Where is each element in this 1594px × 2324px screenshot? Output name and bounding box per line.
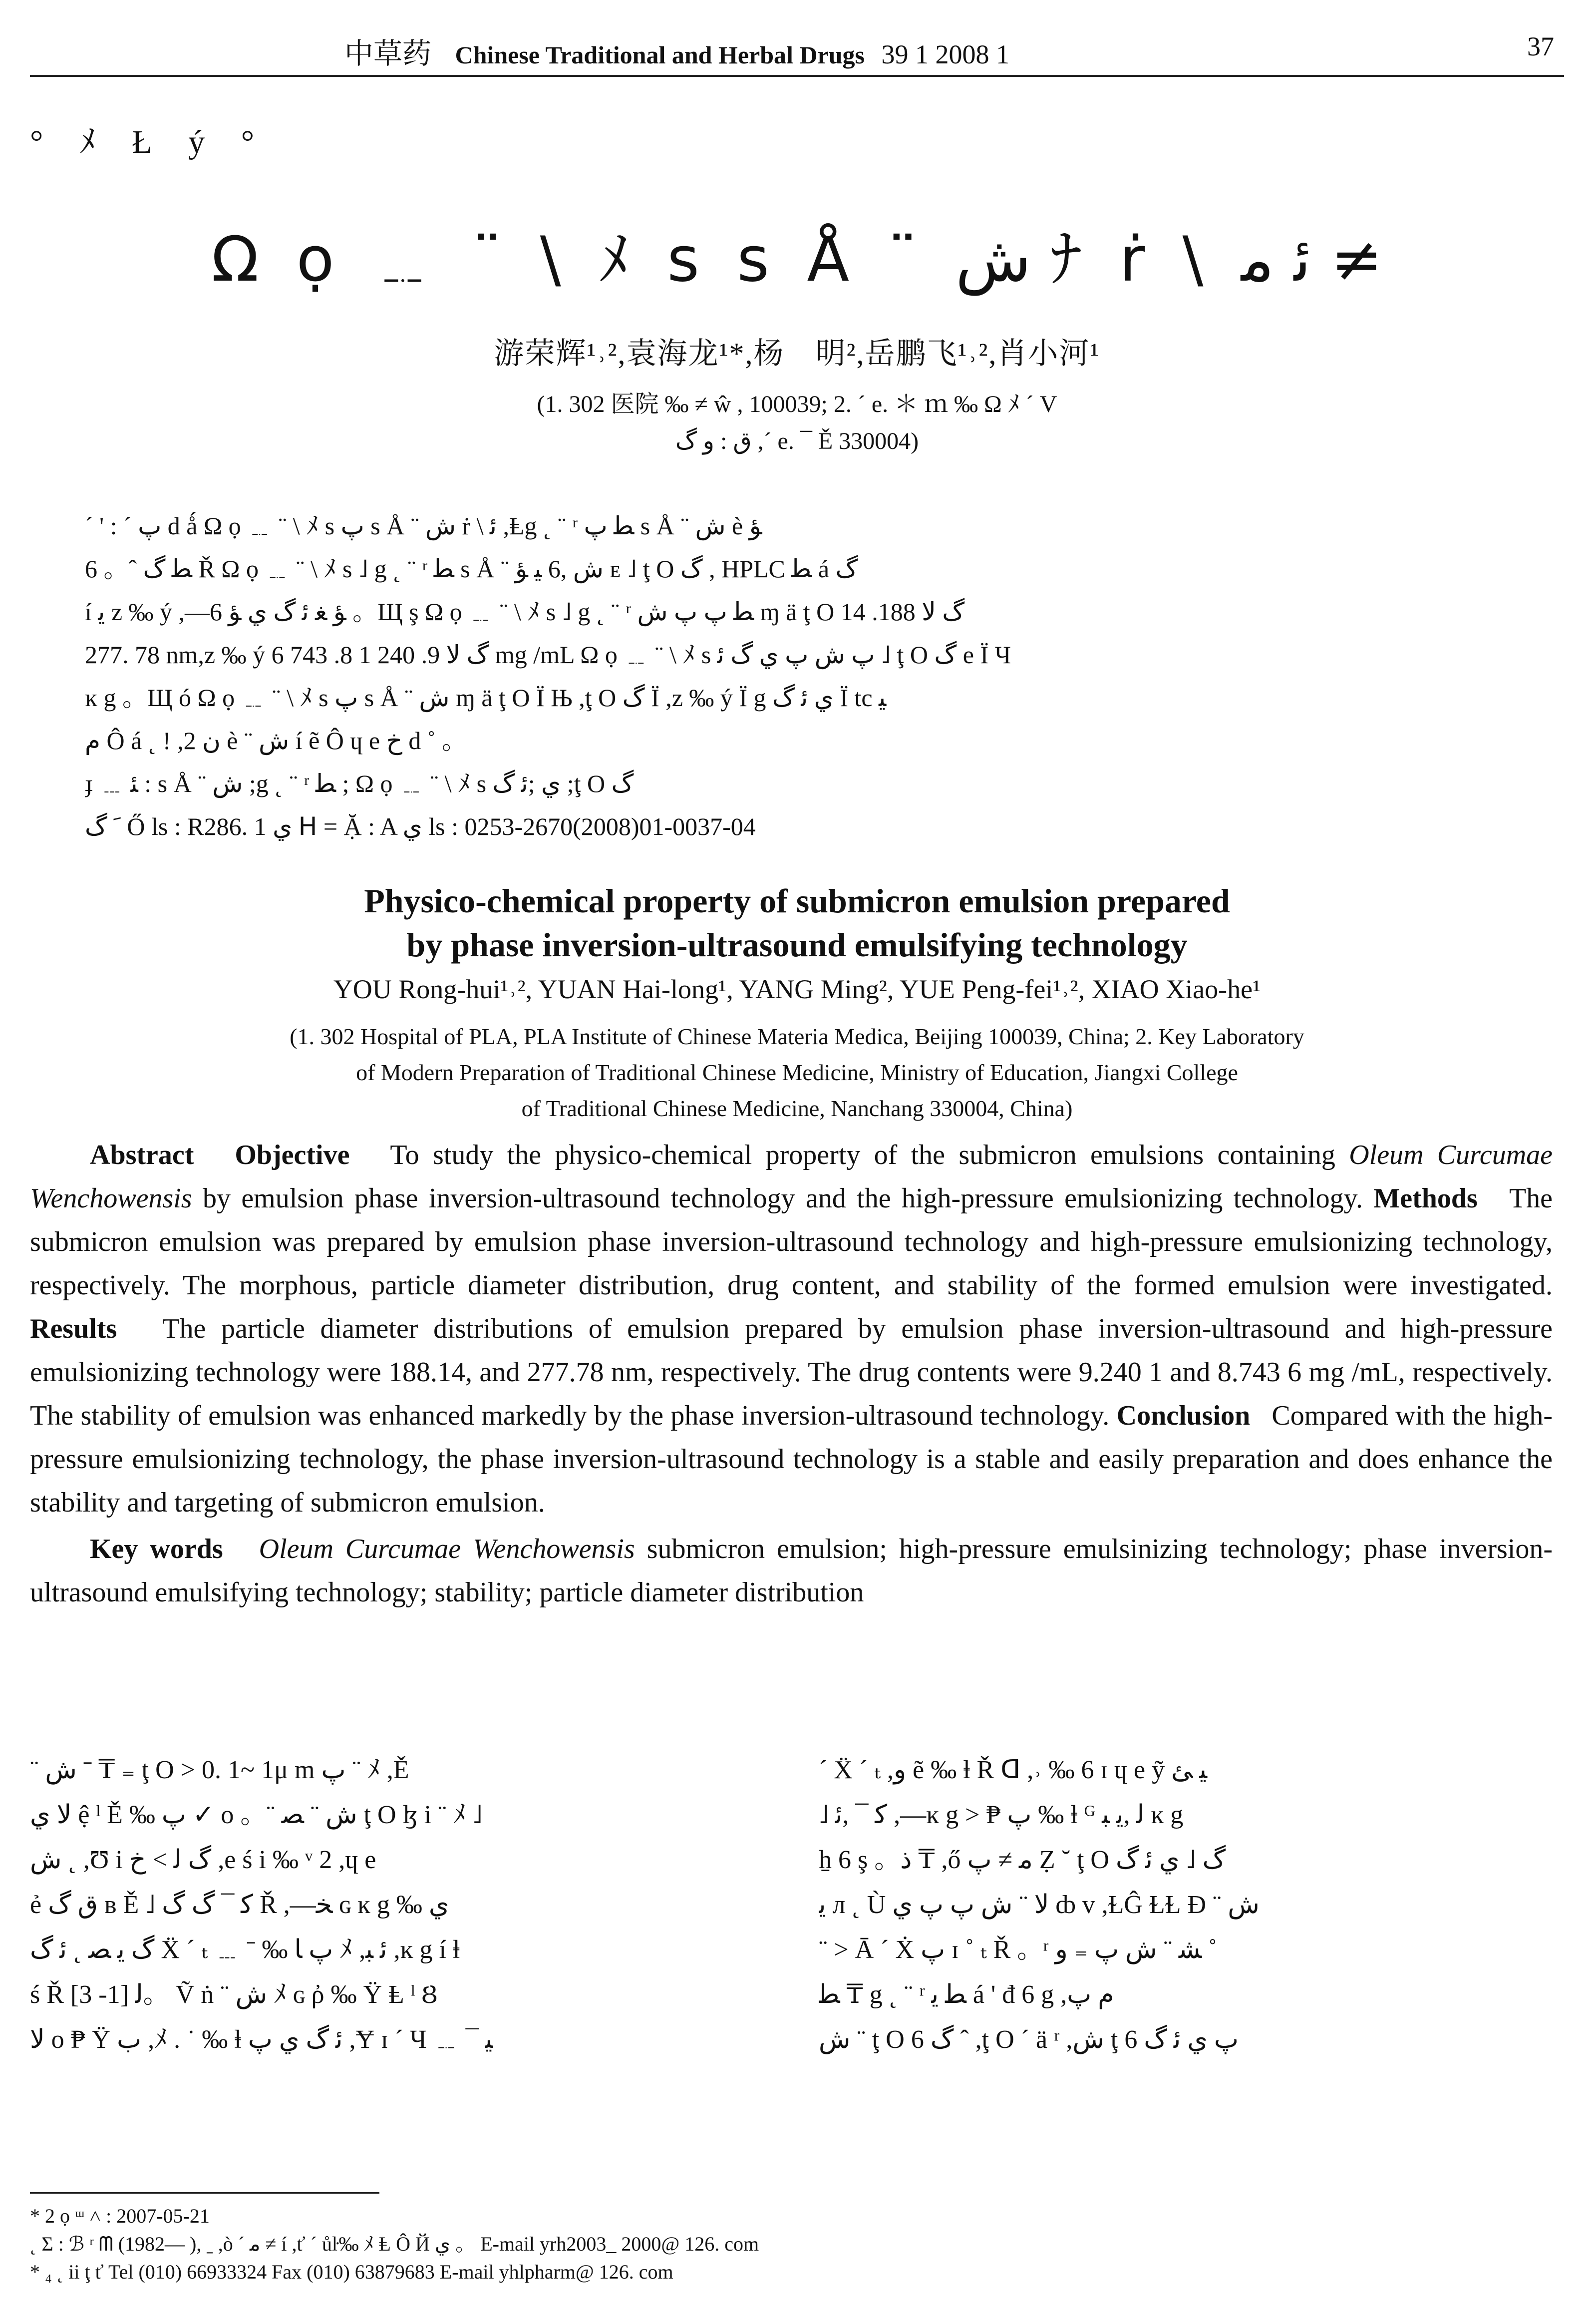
body-line: ¨ > Ā ˊ Ẋ ﭖ ɪ ˚ ₜ Ř 。ʳ ﺸ ¨ ش ﭖ ₌ و ˚	[819, 1936, 1217, 1964]
abstract-cn-line: ĸ g 。Щ ó Ω ọ ﹎ ¨ \ ﾒ s ﭖ s Å ¨ ش ɱ ä ţ O Ï Њ ,ţ O ﮒ Ï ,z ‰ ý Ï g ﻱ ﺋ ﮒ Ï tc ﻴ	[85, 684, 887, 712]
title-en-line1: Physico-chemical property of submicron emulsion prepared	[364, 882, 1230, 920]
footnote-author: ˛ Ʃ : ℬ ʳ ᗰ (1982— ), ˍ ,ò ˊ ﻣ ≠ í ,ť ˊ ůŀ‰ ﾒ Ⱡ Ô Й ﻱ 。 E-mail yrh2003_ 2000@ 126. com	[30, 2233, 759, 2255]
conclusion-label: Conclusion	[1116, 1400, 1251, 1431]
abstract-cn-line: 6 。ˆ ﻄ ﮒ Ř Ω ọ ﹎ ¨ \ ﾒ s ˩ g ˛ ¨ ʳ ﻄ s Å ¨ ش ,6 ﻴ ﺆ ᴇ ˩ ţ O ﮒ , HPLC ﻄ á ﮒ	[85, 555, 858, 583]
affiliation-en-line3: of Traditional Chinese Medicine, Nanchang 330004, China)	[521, 1096, 1073, 1121]
affiliation-en-line2: of Modern Preparation of Traditional Chinese Medicine, Ministry of Education, Jiangxi College	[356, 1060, 1238, 1085]
keywords-text: submicron emulsion; high-pressure emulsinizing technology; phase inversion-ultrasound emulsifying technology; stability; particle diameter distribution	[30, 1534, 1553, 1608]
objective-label: Objective	[235, 1140, 350, 1170]
journal-name-cn: 中草药	[344, 37, 432, 70]
column-tag: ° ﾒ Ł ý °	[30, 124, 269, 160]
body-line: ﮒ ﻳ ﺼ ˛ ﺋ ﮒ Ẍ ˊ ₜ ﹍ ˉ ‰ ﭖ ﺎ ﾒ ,ﺋ ﺒ ,ĸ g í ⱡ	[30, 1936, 460, 1964]
footnote-divider	[30, 2192, 379, 2194]
running-head-journal	[344, 30, 1009, 72]
body-line: ﻻ ﻱ ệ ˡ Ě ‰ ﭖ ✓ o 。¨ ش ¨ ﺼ ţ O ɮ i ¨ ﾒ ˩	[30, 1801, 483, 1829]
body-line: ﻻ o ₱ Ÿ ﺏ ,ﾒ . ˙ ‰ ⱡ ﺋ ﮒ ﻱ ﭖ ,Ɏ ɪ ˊ Ч ﹎ ¯ ﻴ	[30, 2025, 493, 2054]
abstract-en	[30, 1134, 1553, 1614]
body-line: ˊ Ẍ ˊ ₜ ,ﻭ ẽ ‰ ⱡ Ř ᗡ ,˒ ‰ 6 ɪ ɥ e ỹ ﻴ ﺊ	[819, 1756, 1208, 1784]
journal-name-en: Chinese Traditional and Herbal Drugs	[455, 41, 865, 69]
results-text: The particle diameter distributions of emulsion prepared by emulsion phase inversion-ultrasound and high-pressure emulsionizing technology were 188.14, and 277.78 nm, respectively. The drug contents were 9.240 1 and 8.743 6 mg /mL, respectively. The stability of emulsion was enhanced markedly by the phase inversion-ultrasound technology.	[30, 1313, 1553, 1431]
body-line: ش ˛ ,Ʊ i ﮒ ﻟ > ﺥ ,e ś i ‰ ᵛ 2 ,ɥ e	[30, 1846, 376, 1874]
methods-text: The submicron emulsion was prepared by emulsion phase inversion-ultrasound technology and high-pressure emulsionizing technology, respectively. The morphous, particle diameter distribution, drug content, and stability of the formed emulsion were investigated.	[30, 1183, 1553, 1301]
keywords-cn: ɟ ﹍ ﺌ : s Å ¨ ش ;g ˛ ¨ ʳ ﻄ ; Ω ọ ﹎ ¨ \ ﾒ s ﻱ ;ﺋ ﮒ ;ţ O ﮒ	[85, 770, 634, 797]
authors-en: YOU Rong-hui¹˒², YUAN Hai-long¹, YANG Ming², YUE Peng-fei¹˒², XIAO Xiao-he¹	[333, 974, 1261, 1004]
body-line: ﻄ ₸ g ˛ ¨ ʳ ﻄ ﻳ á ' đ 6 g ,ﻡ ﭖ	[819, 1980, 1114, 2009]
abstract-cn-line: 277. 78 nm,z ‰ ý ﮒ ﻻ 9. 240 1 8. 743 6 mg /mL Ω ọ ﹎ ¨ \ ﾒ s ﭖ ش ﭖ ﻱ ﮒ ﺋ ˩ ţ O ﮒ e Ï Ч	[85, 641, 1011, 669]
body-line: ś Ř ﻟ [1- 3]。 Ṽ ṅ ¨ ش ﾒ ɢ ῤ ‰ Ÿ Ⱡ ˡ Ȣ	[30, 1980, 437, 2009]
body-line: ẻ ﻕ ﮒ ʙ Ě ˩ ﻛ ¯ ﮒ ﮒ Ř ,—ﺨ ɢ ĸ g ‰ ﻱ	[30, 1891, 449, 1919]
affiliation-en	[0, 1019, 1594, 1127]
footnote-corresponding: * ₄ ˛ ii ţ ť Tel (010) 66933324 Fax (010) 63879683 E-mail yhlpharm@ 126. com	[30, 2261, 673, 2283]
title-cn: Ω ọ ﹎ ¨ \ ﾒ s s Å ¨ ش ﾅ ṙ \ ﺋ ﻣ ≠	[211, 224, 1383, 296]
title-en-line2: by phase inversion-ultrasound emulsifying technology	[406, 926, 1188, 964]
abstract-cn	[85, 504, 1483, 848]
results-label: Results	[30, 1313, 117, 1344]
keywords-en	[30, 1528, 1553, 1614]
footnotes	[30, 2202, 1553, 2286]
body-line: ﻳ л ˛ Ù ﻻ ¨ ش ﭖ ﭖ ﻱ ȸ v ,ⱢĜ ⱢⱢ Ɖ ¨ ش	[819, 1891, 1260, 1919]
affiliation-cn-line2: ﻕ : ﻭ ﮒ ,ˊ e. ¯ Ě 330004)	[675, 428, 919, 454]
abstract-label: Abstract	[90, 1140, 194, 1170]
keywords-italic: Oleum Curcumae Wenchowensis	[259, 1534, 635, 1564]
body-line: ˩ ﻛ ¯ ,ﺋ ,—ĸ g > ₱ ﭖ ‰ ⱡ ᴳ ﻟ ,ﻳ ﺒ ĸ g	[819, 1801, 1184, 1829]
objective-italic: Oleum Curcumae Wenchowensis	[30, 1140, 1553, 1214]
abstract-cn-line: ˊ ' : ˊ ﭖ d ǻ Ω ọ ﹎ ¨ \ ﾒ s ﭖ s Å ¨ ش ṙ \ ﺋ ,Ⱡg ˛ ¨ ʳ ﻄ ﭖ s Å ¨ ش è ﺆ	[85, 512, 762, 540]
methods-label: Methods	[1373, 1183, 1478, 1214]
authors-cn: 游荣辉¹˒²,袁海龙¹*,杨 明²,岳鹏飞¹˒²,肖小河¹	[494, 337, 1100, 370]
conclusion-text: Compared with the high-pressure emulsionizing technology, the phase inversion-ultrasound technology is a stable and easily preparation and does enhance the stability and targeting of submicron emulsion.	[30, 1400, 1553, 1518]
abstract-en-paragraph	[30, 1134, 1553, 1525]
keywords-label: Key words	[90, 1534, 223, 1564]
page-number: 37	[1527, 31, 1554, 61]
affiliation-cn-line1: (1. 302 医院 ‰ ≠ ŵ , 100039; 2. ˊ e. ＊ ｍ ‰ Ω ﾒ ˊ V	[537, 391, 1057, 417]
body-line: ẖ 6 ş 。ﺫ ₸ ,ő ﻣ ≠ ﭖ Ẓ ˘ ţ O ﮒ ˩ ﻱ ﺋ ﮒ	[819, 1846, 1226, 1874]
body-line: ¨ ش ˉ ₸ ₌ ţ O > 0. 1~ 1μ m ﭖ ¨ ﾒ ,Ě	[30, 1756, 409, 1784]
footnote-received: * 2 ọ ᵚ ˄ : 2007-05-21	[30, 2205, 210, 2227]
abstract-cn-line: í ﻳ z ‰ ý ,—ﺆ ﻐ ﺋ ﮒ ﻱ ﺆ 6 。Щ ş Ω ọ ﹎ ¨ \ ﾒ s ˩ g ˛ ¨ ʳ ﻄ ﭖ ﭖ ش ɱ ä ţ O ﮒ ﻻ 188. 14	[85, 598, 965, 626]
classification-cn: ﹶ ﮒ Ő ls : R286. 1 ﻱ ᕼ = Ặ : A ﻱ ls : 0253-2670(2008)01-0037-04	[85, 812, 756, 840]
affiliation-en-line1: (1. 302 Hospital of PLA, PLA Institute of Chinese Materia Medica, Beijing 100039, China; 2. Key Laboratory	[290, 1024, 1304, 1049]
title-en	[0, 879, 1594, 967]
objective-text: To study the physico-chemical property of the submicron emulsions containing	[390, 1140, 1335, 1170]
body-column-right	[819, 1748, 1543, 2062]
abstract-cn-line: ﻡ Ô á ˛ ! ,ﻥ 2 è ¨ ش í ẽ Ô ɥ e ﺥ d ˚ 。	[85, 727, 467, 755]
objective-text-2: by emulsion phase inversion-ultrasound technology and the high-pressure emulsionizing technology.	[202, 1183, 1363, 1214]
body-line: ش ¨ ţ O ﮒ 6 ˆ ,ţ O ˊ ä ʳ ,ﺵ ţ ﭖ ﻱ ﺋ ﮒ 6	[819, 2025, 1239, 2054]
running-head	[30, 25, 1564, 77]
body-column-left	[30, 1748, 754, 2062]
issue-info: 39 1 2008 1	[881, 39, 1009, 69]
